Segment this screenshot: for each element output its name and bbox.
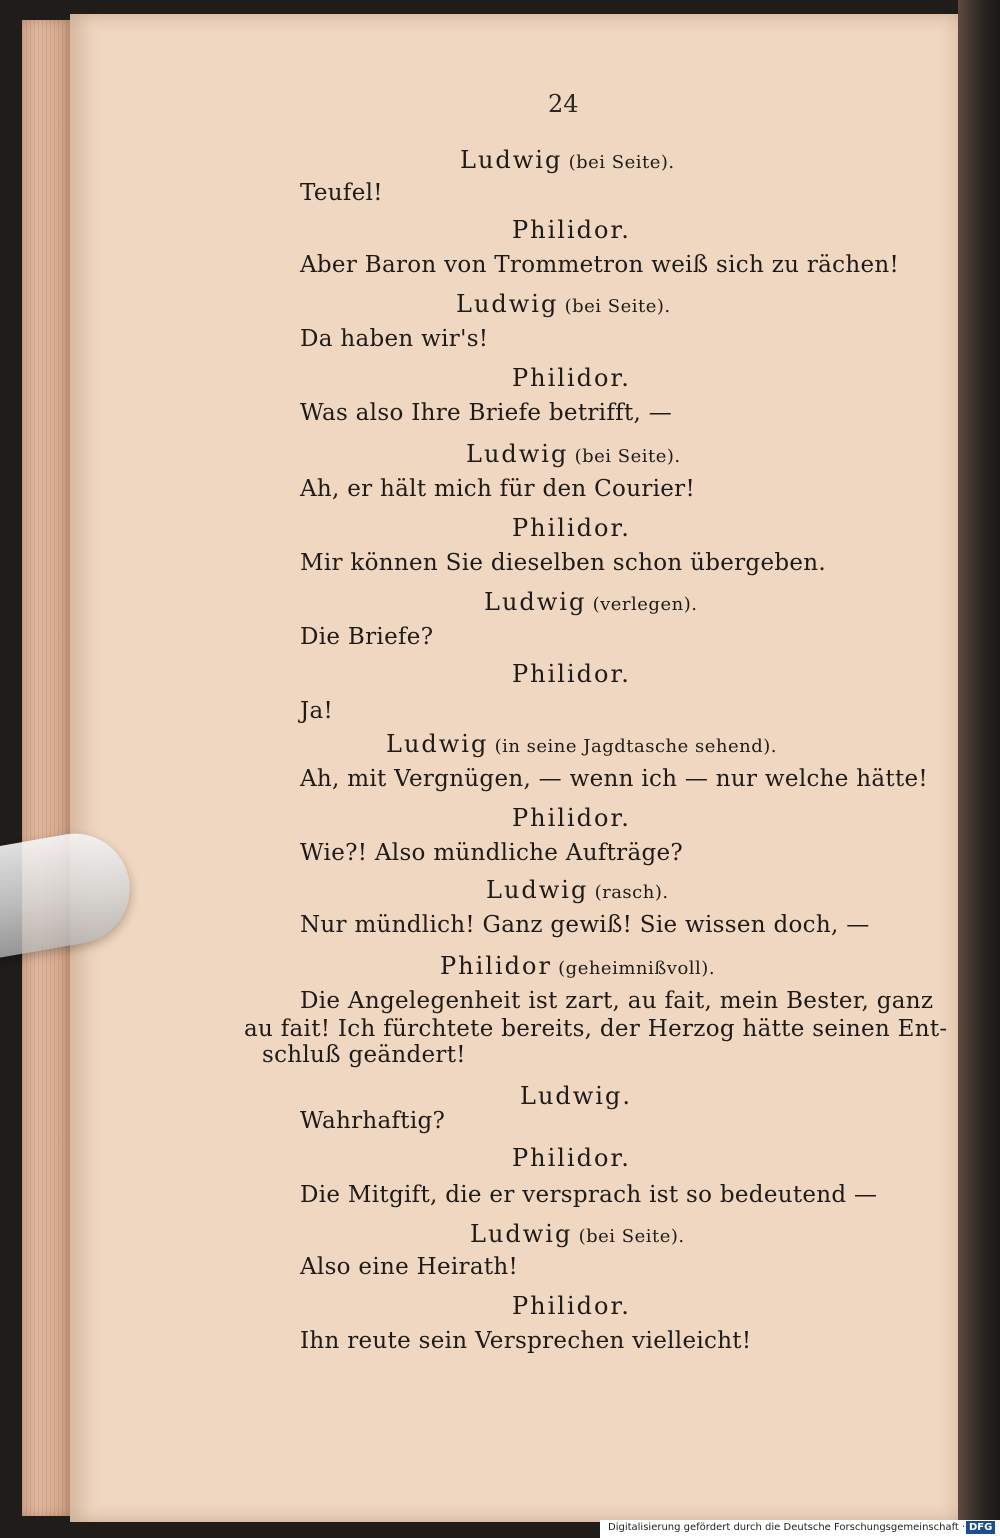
speaker-name: Ludwig: [486, 876, 589, 904]
dialogue-line: Wie?! Also mündliche Aufträge?: [300, 840, 684, 866]
speaker-name: Philidor.: [512, 216, 631, 244]
speaker-line: [520, 1084, 632, 1108]
speaker-name: Philidor.: [512, 364, 631, 392]
dialogue-line: Was also Ihre Briefe betrifft, —: [300, 400, 673, 426]
speaker-name: Philidor.: [512, 804, 631, 832]
speaker-name: Ludwig: [460, 146, 563, 174]
footer-credit: Digitalisierung gefördert durch die Deutsche Forschungsgemeinschaft ·: [608, 1522, 966, 1533]
stage-direction: (in seine Jagdtasche sehend).: [488, 736, 778, 757]
dialogue-line: Ah, mit Vergnügen, — wenn ich — nur welche hätte!: [300, 766, 928, 792]
speaker-name: Philidor: [440, 952, 552, 980]
dialogue-line: Wahrhaftig?: [300, 1108, 446, 1134]
dialogue-line: au fait! Ich fürchtete bereits, der Herzog hätte seinen Ent-: [244, 1016, 948, 1042]
stage-direction: (rasch).: [588, 882, 669, 903]
speaker-line: [386, 732, 777, 756]
stage-direction: (bei Seite).: [558, 296, 671, 317]
dialogue-line: Ja!: [300, 698, 334, 724]
dialogue-line: Ihn reute sein Versprechen vielleicht!: [300, 1328, 752, 1354]
speaker-name: Philidor.: [512, 514, 631, 542]
speaker-line: [512, 1294, 631, 1318]
binding-shadow: [958, 0, 1000, 1538]
dialogue-line: Ah, er hält mich für den Courier!: [300, 476, 696, 502]
dialogue-line: Also eine Heirath!: [300, 1254, 519, 1280]
dialogue-line: Da haben wir's!: [300, 326, 489, 352]
speaker-name: Ludwig: [484, 588, 587, 616]
speaker-line: [512, 662, 631, 686]
dialogue-line: Die Briefe?: [300, 624, 434, 650]
dialogue-line: Mir können Sie dieselben schon übergeben.: [300, 550, 827, 576]
speaker-line: [440, 954, 715, 978]
stage-direction: (bei Seite).: [562, 152, 675, 173]
page-number: 24: [548, 90, 579, 118]
stage-direction: (bei Seite).: [568, 446, 681, 467]
speaker-line: [466, 442, 681, 466]
speaker-name: Ludwig.: [520, 1082, 632, 1110]
speaker-line: [460, 148, 675, 172]
speaker-name: Ludwig: [466, 440, 569, 468]
stage-direction: (verlegen).: [586, 594, 698, 615]
speaker-name: Philidor.: [512, 660, 631, 688]
book-page-edges: [22, 20, 74, 1516]
speaker-line: [470, 1222, 685, 1246]
dialogue-line: Die Angelegenheit ist zart, au fait, mein Bester, ganz: [300, 988, 934, 1014]
dialogue-line: Die Mitgift, die er versprach ist so bedeutend —: [300, 1182, 878, 1208]
speaker-line: [512, 218, 631, 242]
speaker-line: [512, 516, 631, 540]
speaker-name: Ludwig: [470, 1220, 573, 1248]
dialogue-line: schluß geändert!: [262, 1042, 466, 1068]
dialogue-line: Nur mündlich! Ganz gewiß! Sie wissen doch, —: [300, 912, 870, 938]
dialogue-line: Aber Baron von Trommetron weiß sich zu rächen!: [300, 252, 900, 278]
speaker-name: Ludwig: [386, 730, 489, 758]
speaker-line: [512, 366, 631, 390]
speaker-line: [456, 292, 671, 316]
speaker-name: Philidor.: [512, 1144, 631, 1172]
speaker-name: Ludwig: [456, 290, 559, 318]
speaker-name: Philidor.: [512, 1292, 631, 1320]
speaker-line: [486, 878, 669, 902]
speaker-line: [484, 590, 697, 614]
stage-direction: (bei Seite).: [572, 1226, 685, 1247]
dfg-logo-icon: DFG: [966, 1521, 995, 1534]
stage-direction: (geheimnißvoll).: [551, 958, 716, 979]
dialogue-line: Teufel!: [300, 180, 383, 206]
speaker-line: [512, 1146, 631, 1170]
speaker-line: [512, 806, 631, 830]
